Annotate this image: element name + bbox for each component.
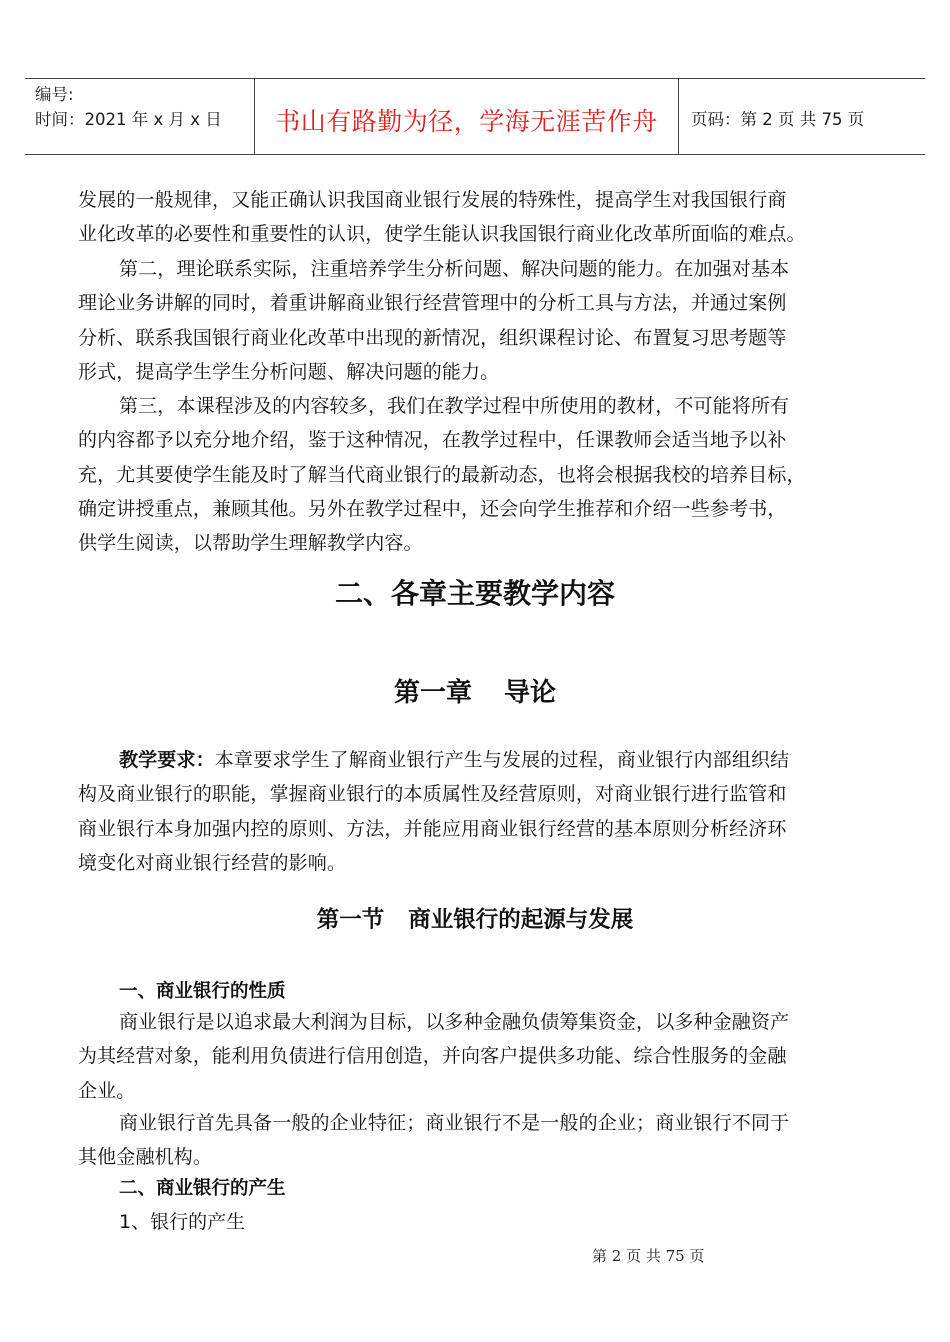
chapter-number: 第一章 (393, 678, 472, 708)
text-line: 境变化对商业银行经营的影响。 (78, 851, 347, 874)
text-line: 商业银行首先具备一般的企业特征；商业银行不是一般的企业；商业银行不同于 (119, 1112, 790, 1134)
chapter-heading (0, 672, 950, 709)
header-motto-cell (254, 79, 679, 154)
section-title: 商业银行的起源与发展 (408, 907, 634, 933)
text-line: 发展的一般规律，又能正确认识我国商业银行发展的特殊性，提高学生对我国银行商 (78, 189, 787, 211)
paragraph-characteristics (78, 1106, 878, 1175)
header-left-cell (25, 79, 254, 154)
section-number: 第一节 (316, 907, 385, 933)
text-line: 业化改革的必要性和重要性的认识，使学生能认识我国银行商业化改革所面临的难点。 (78, 223, 806, 246)
text-line: 的内容都予以充分地介绍，鉴于这种情况，在教学过程中，任课教师会适当地予以补 (78, 429, 787, 452)
teaching-requirements (78, 743, 878, 880)
subheading-origin: 二、商业银行的产生 (119, 1178, 286, 1199)
requirements-label: 教学要求： (119, 749, 215, 771)
text-line: 供学生阅读，以帮助学生理解教学内容。 (78, 532, 423, 555)
serial-label: 编号: (35, 85, 74, 104)
motto: 书山有路勤为径，学海无涯苦作舟 (275, 107, 658, 136)
time-label: 时间：2021 年 x 月 x 日 (35, 110, 222, 129)
page-info: 页码：第 2 页 共 75 页 (691, 110, 865, 129)
page-footer: 第 2 页 共 75 页 (592, 1247, 705, 1265)
text-line: 商业银行是以追求最大利润为目标，以多种金融负债筹集资金，以多种金融资产 (119, 1011, 790, 1033)
subheading-nature: 一、商业银行的性质 (119, 981, 286, 1002)
header-right-cell (679, 79, 925, 154)
text-line: 形式，提高学生学生分析问题、解决问题的能力。 (78, 360, 500, 383)
section-heading (0, 902, 950, 934)
text-line: 为其经营对象，能利用负债进行信用创造，并向客户提供多功能、综合性服务的金融 (78, 1045, 787, 1068)
text-line: 第三，本课程涉及的内容较多，我们在教学过程中所使用的教材，不可能将所有 (119, 395, 790, 417)
subheading-bank-origin: 1、银行的产生 (119, 1211, 246, 1233)
paragraph-definition (78, 1005, 878, 1108)
paragraph-continuation (78, 183, 878, 252)
text-line: 第二，理论联系实际，注重培养学生分析问题、解决问题的能力。在加强对基本 (119, 258, 790, 280)
text-line: 商业银行本身加强内控的原则、方法，并能应用商业银行经营的基本原则分析经济环 (78, 817, 787, 840)
paragraph-second-point (78, 252, 878, 389)
text-line: 确定讲授重点，兼顾其他。另外在教学过程中，还会向学生推荐和介绍一些参考书， (78, 497, 787, 520)
page-header (25, 78, 925, 155)
chapter-title: 导论 (504, 678, 557, 708)
text-line: 理论业务讲解的同时，着重讲解商业银行经营管理中的分析工具与方法，并通过案例 (78, 292, 787, 315)
requirements-text: 本章要求学生了解商业银行产生与发展的过程，商业银行内部组织结 (214, 749, 790, 771)
text-line: 构及商业银行的职能，掌握商业银行的本质属性及经营原则，对商业银行进行监管和 (78, 783, 787, 806)
text-line: 分析、联系我国银行商业化改革中出现的新情况，组织课程讨论、布置复习思考题等 (78, 326, 787, 349)
paragraph-third-point (78, 389, 878, 560)
text-line: 其他金融机构。 (78, 1146, 213, 1169)
text-line: 企业。 (78, 1079, 136, 1102)
text-line (78, 743, 878, 777)
part-heading: 二、各章主要教学内容 (334, 577, 615, 610)
text-line: 充，尤其要使学生能及时了解当代商业银行的最新动态，也将会根据我校的培养目标， (78, 463, 806, 486)
